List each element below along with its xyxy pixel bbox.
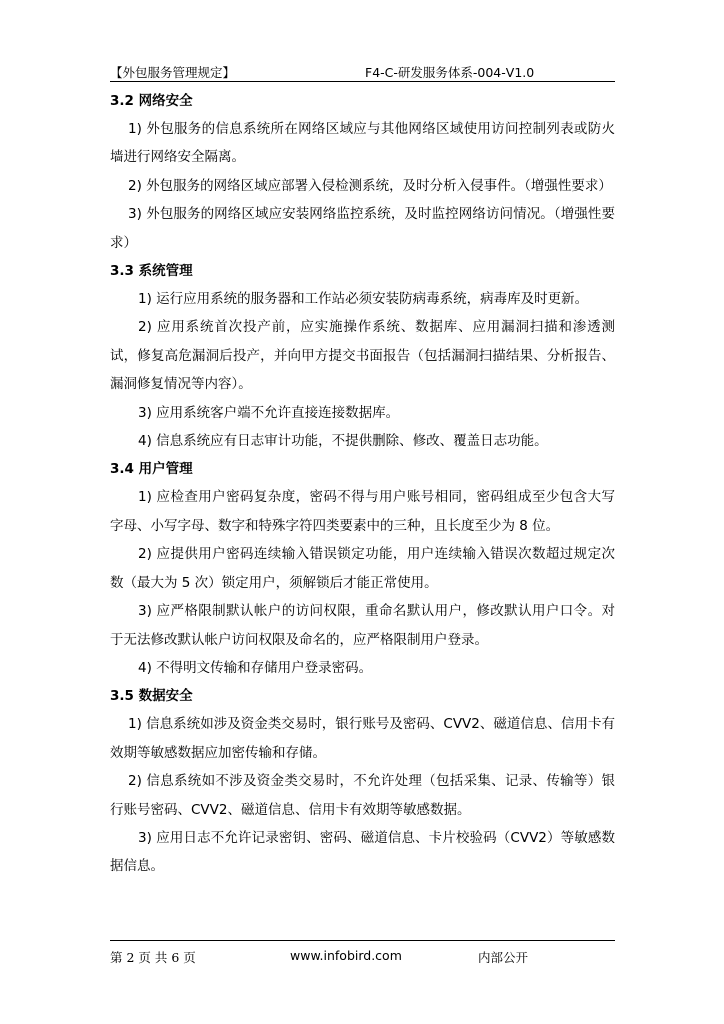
paragraph: 4) 信息系统应有日志审计功能，不提供删除、修改、覆盖日志功能。: [138, 433, 548, 450]
section-heading-data-security: 3.5 数据安全: [110, 688, 193, 705]
paragraph: 1) 应检查用户密码复杂度，密码不得与用户账号相同，密码组成至少包含大写字母、小写字母、数字和特殊字符四类要素中的三种，且长度至少为 8 位。: [110, 489, 615, 534]
classification-label: 内部公开: [478, 950, 529, 965]
paragraph: 3) 应用系统客户端不允许直接连接数据库。: [138, 404, 400, 421]
paragraph: 2) 外包服务的网络区域应部署入侵检测系统，及时分析入侵事件。（增强性要求）: [128, 177, 612, 194]
paragraph: 3) 应用日志不允许记录密钥、密码、磁道信息、卡片校验码（CVV2）等敏感数据信息。: [110, 829, 615, 875]
paragraph: 2) 信息系统如不涉及资金类交易时，不允许处理（包括采集、记录、传输等）银行账号密码、CVV2、磁道信息、信用卡有效期等敏感数据。: [110, 773, 615, 818]
section-heading-system-management: 3.3 系统管理: [110, 263, 193, 280]
section-heading-user-management: 3.4 用户管理: [110, 461, 193, 478]
paragraph: 2) 应提供用户密码连续输入错误锁定功能，用户连续输入错误次数超过规定次数（最大为 5 次）锁定用户，须解锁后才能正常使用。: [110, 546, 615, 591]
paragraph: 2) 应用系统首次投产前，应实施操作系统、数据库、应用漏洞扫描和渗透测试，修复高危漏洞后投产，并向甲方提交书面报告（包括漏洞扫描结果、分析报告、漏洞修复情况等内容）。: [110, 319, 615, 393]
paragraph: 1) 信息系统如涉及资金类交易时，银行账号及密码、CVV2、磁道信息、信用卡有效期等敏感数据应加密传输和存储。: [110, 716, 615, 761]
paragraph: 3) 外包服务的网络区域应安装网络监控系统，及时监控网络访问情况。（增强性要求）: [110, 206, 615, 251]
paragraph: 3) 应严格限制默认帐户的访问权限，重命名默认用户，修改默认用户口令。对于无法修改默认帐户访问权限及命名的，应严格限制用户登录。: [110, 603, 615, 648]
document-code: F4-C-研发服务体系-004-V1.0: [365, 65, 535, 80]
paragraph: 4) 不得明文传输和存储用户登录密码。: [138, 659, 373, 676]
paragraph: 1) 运行应用系统的服务器和工作站必须安装防病毒系统，病毒库及时更新。: [138, 291, 589, 308]
document-title: 【外包服务管理规定】: [110, 65, 236, 80]
document-body: [110, 87, 615, 881]
footer-divider: [110, 940, 615, 941]
page-number: 第 2 页 共 6 页: [110, 950, 196, 965]
page-header: [110, 61, 615, 82]
company-website-link[interactable]: www.infobird.com: [290, 948, 402, 963]
section-heading-network-security: 3.2 网络安全: [110, 93, 193, 109]
paragraph: 1) 外包服务的信息系统所在网络区域应与其他网络区域使用访问控制列表或防火墙进行网络安全隔离。: [110, 121, 615, 166]
